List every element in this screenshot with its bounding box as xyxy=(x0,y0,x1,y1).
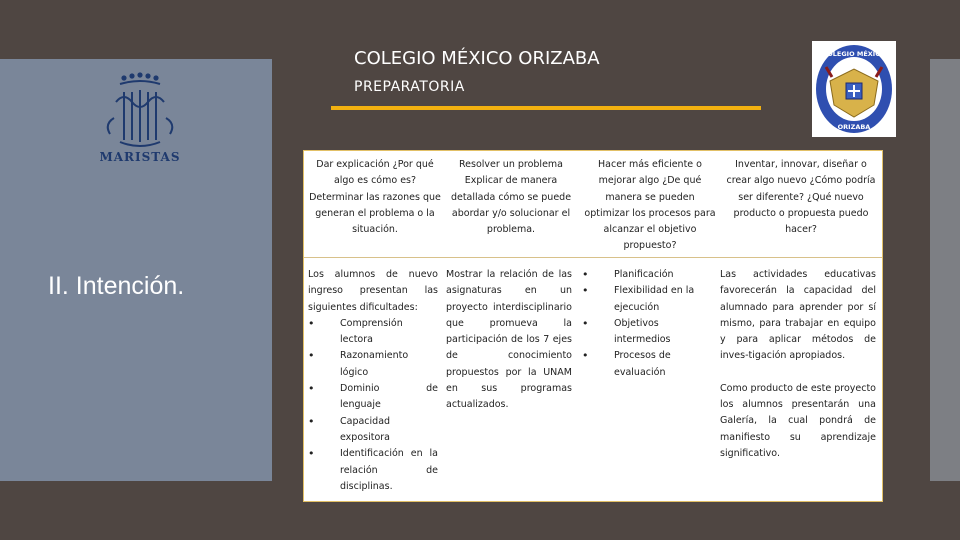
difficulties-intro: Los alumnos de nuevo ingreso presentan las siguientes dificultades: xyxy=(308,269,438,313)
col-innovate xyxy=(720,267,876,462)
innovate-paragraph-1: Las actividades educativas favorecerán la capacidad del alumnado para aprender por sí mismo, para trabajar en equipo y para aplicar métodos de inves-tigación apropiados. xyxy=(720,269,876,362)
title-underline xyxy=(331,106,761,110)
header-improve: Hacer más eficiente o mejorar algo ¿De qué manera se pueden optimizar los procesos para alcanzar el objetivo propuesto? xyxy=(584,159,716,252)
list-item: • Procesos de evaluación xyxy=(582,348,710,381)
right-decorative-strip xyxy=(930,59,960,481)
school-crest-icon xyxy=(812,41,896,137)
col-improve xyxy=(582,267,710,381)
maristas-logo xyxy=(80,72,200,172)
school-logo-text-bottom: ORIZABA xyxy=(837,123,871,131)
maristas-logo-text: MARISTAS xyxy=(99,150,181,164)
section-title: II. Intención. xyxy=(48,272,185,300)
col-relation: Mostrar la relación de las asignaturas en un proyecto interdisciplinario que promueva la participación de los 7 ejes de conocimiento propuestos por la UNAM en sus programas actualizados. xyxy=(446,269,572,411)
header-explain: Dar explicación ¿Por qué algo es cómo es? Determinar las razones que generan el problema o la situación. xyxy=(309,159,441,236)
title-block xyxy=(354,46,600,100)
page-subtitle: PREPARATORIA xyxy=(354,79,465,95)
maristas-monogram-icon xyxy=(80,72,200,152)
header-innovate: Inventar, innovar, diseñar o crear algo nuevo ¿Cómo podría ser diferente? ¿Qué nuevo producto o propuesta puedo hacer? xyxy=(726,159,876,236)
table-row-divider xyxy=(304,257,882,258)
list-item: • Identificación en la relación de disciplinas. xyxy=(308,446,438,495)
difficulties-list xyxy=(308,316,438,495)
intention-table xyxy=(303,150,883,502)
school-logo-text-top: COLEGIO MÉXICO xyxy=(822,50,886,58)
improve-list xyxy=(582,267,710,381)
list-item: • Flexibilidad en la ejecución xyxy=(582,283,710,316)
list-item: • Razonamiento lógico xyxy=(308,348,438,381)
list-item: • Comprensión lectora xyxy=(308,316,438,349)
col-difficulties xyxy=(308,267,438,495)
innovate-paragraph-2: Como producto de este proyecto los alumnos presentarán una Galería, la cual pondrá de manifiesto su aprendizaje significativo. xyxy=(720,382,876,459)
page-title: COLEGIO MÉXICO ORIZABA xyxy=(354,48,600,69)
list-item: • Capacidad expositora xyxy=(308,414,438,447)
list-item: • Planificación xyxy=(582,267,710,283)
school-logo xyxy=(812,41,896,137)
list-item: • Dominio de lenguaje xyxy=(308,381,438,414)
list-item: • Objetivos intermedios xyxy=(582,316,710,349)
header-solve: Resolver un problema Explicar de manera detallada cómo se puede abordar y/o solucionar el problema. xyxy=(450,159,572,236)
